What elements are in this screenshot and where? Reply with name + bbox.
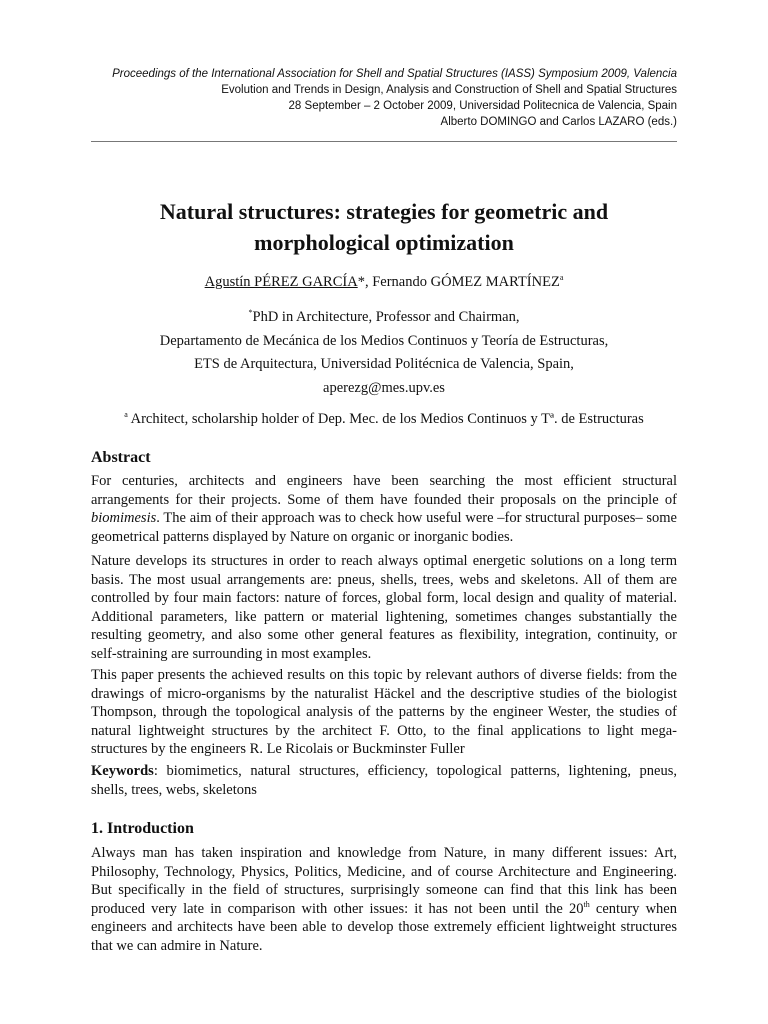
header-line-3: 28 September – 2 October 2009, Universidad Politecnica de Valencia, Spain	[288, 100, 677, 112]
author-second-mark: a	[559, 273, 564, 283]
abstract-paragraph-3: This paper presents the achieved results on this topic by relevant authors of diverse fields: from the drawings of micro-organisms by the naturalist Häckel and the descriptive studies of the biologist Thompson, through the topological analysis of the patterns by the engineer Wester, the studies of natural lightweight structures by the architect F. Otto, to the final applications to light mega-structures by the engineers R. Le Ricolais or Buckminster Fuller	[91, 667, 677, 757]
author-main: Agustín PÉREZ GARCÍA	[204, 274, 358, 290]
abstract-paragraph-1	[91, 472, 677, 546]
header-line-4: Alberto DOMINGO and Carlos LAZARO (eds.)	[440, 116, 677, 128]
intro-p1-text: Always man has taken inspiration and knowledge from Nature, in many different issues: Art, Philosophy, Technology, Physics, Politics, Medicine, and of course Architecture and Engineering. But specifically in the field of structures, surprisingly someone can find that this link has been produced very late in comparison with other issues: it has not been until the 20	[91, 845, 677, 917]
introduction-paragraph-1	[91, 844, 677, 955]
affiliation-b-text: Architect, scholarship holder of Dep. Mec. de los Medios Continuos y Tª. de Estructuras	[127, 411, 644, 427]
author-list	[91, 272, 677, 292]
keywords-list: : biomimetics, natural structures, efficiency, topological patterns, lightening, pneus, shells, trees, webs, skeletons	[91, 763, 677, 798]
abstract-p1-text-end: . The aim of their approach was to check how useful were –for structural purposes– some geometrical patterns displayed by Nature on organic or inorganic bodies.	[91, 510, 677, 545]
affiliation-line-3: ETS de Arquitectura, Universidad Politécnica de Valencia, Spain,	[194, 356, 574, 372]
title-line-1: Natural structures: strategies for geometric and	[159, 199, 609, 224]
affiliation-line-1-text: PhD in Architecture, Professor and Chairman,	[252, 309, 520, 325]
author-main-mark: *	[357, 274, 365, 290]
author-second: , Fernando GÓMEZ MARTÍNEZ	[364, 274, 560, 290]
abstract-paragraph-2: Nature develops its structures in order to reach always optimal energetic solutions on a long term basis. The most usual arrangements are: pneus, shells, trees, webs and skeletons. All of them are controlled by four main factors: nature of forces, global form, local design and quality of material. Additional parameters, like pattern or material lightening, sometimes changes substantially the resulting geometry, and also some other general features as flexibility, integration, continuity, or self-straining are surrounding in most examples.	[91, 553, 677, 662]
affiliation-b	[91, 409, 677, 429]
intro-p1-text-end: century when engineers and architects have been able to develop those extremely efficient lightweight structures that we can admire in Nature.	[91, 900, 677, 954]
abstract-heading: Abstract	[91, 449, 151, 466]
intro-p1-sup: th	[583, 899, 590, 909]
header-line-1: Proceedings of the International Association for Shell and Spatial Structures (IASS) Symposium 2009, Valencia	[112, 68, 677, 80]
affiliation-block	[91, 306, 677, 400]
author-email: aperezg@mes.upv.es	[323, 379, 445, 396]
title-line-2: morphological optimization	[254, 230, 514, 255]
keywords-label: Keywords	[91, 763, 154, 779]
keywords	[91, 762, 677, 799]
header-divider	[91, 141, 677, 142]
proceedings-header	[37, 66, 677, 130]
affiliation-line-1	[91, 306, 677, 330]
affiliation-line-2: Departamento de Mecánica de los Medios Continuos y Teoría de Estructuras,	[159, 332, 609, 349]
affiliation-mark: *	[248, 308, 253, 318]
abstract-p1-italic: biomimesis	[91, 510, 157, 526]
affiliation-b-mark: a	[124, 410, 128, 420]
paper-title	[91, 196, 677, 258]
introduction-heading: 1. Introduction	[91, 820, 194, 837]
abstract-p1-text: For centuries, architects and engineers have been searching the most efficient structural arrangements for their projects. Some of them have founded their proposals on the principle of	[91, 473, 677, 508]
header-line-2: Evolution and Trends in Design, Analysis and Construction of Shell and Spatial Structures	[221, 84, 677, 96]
